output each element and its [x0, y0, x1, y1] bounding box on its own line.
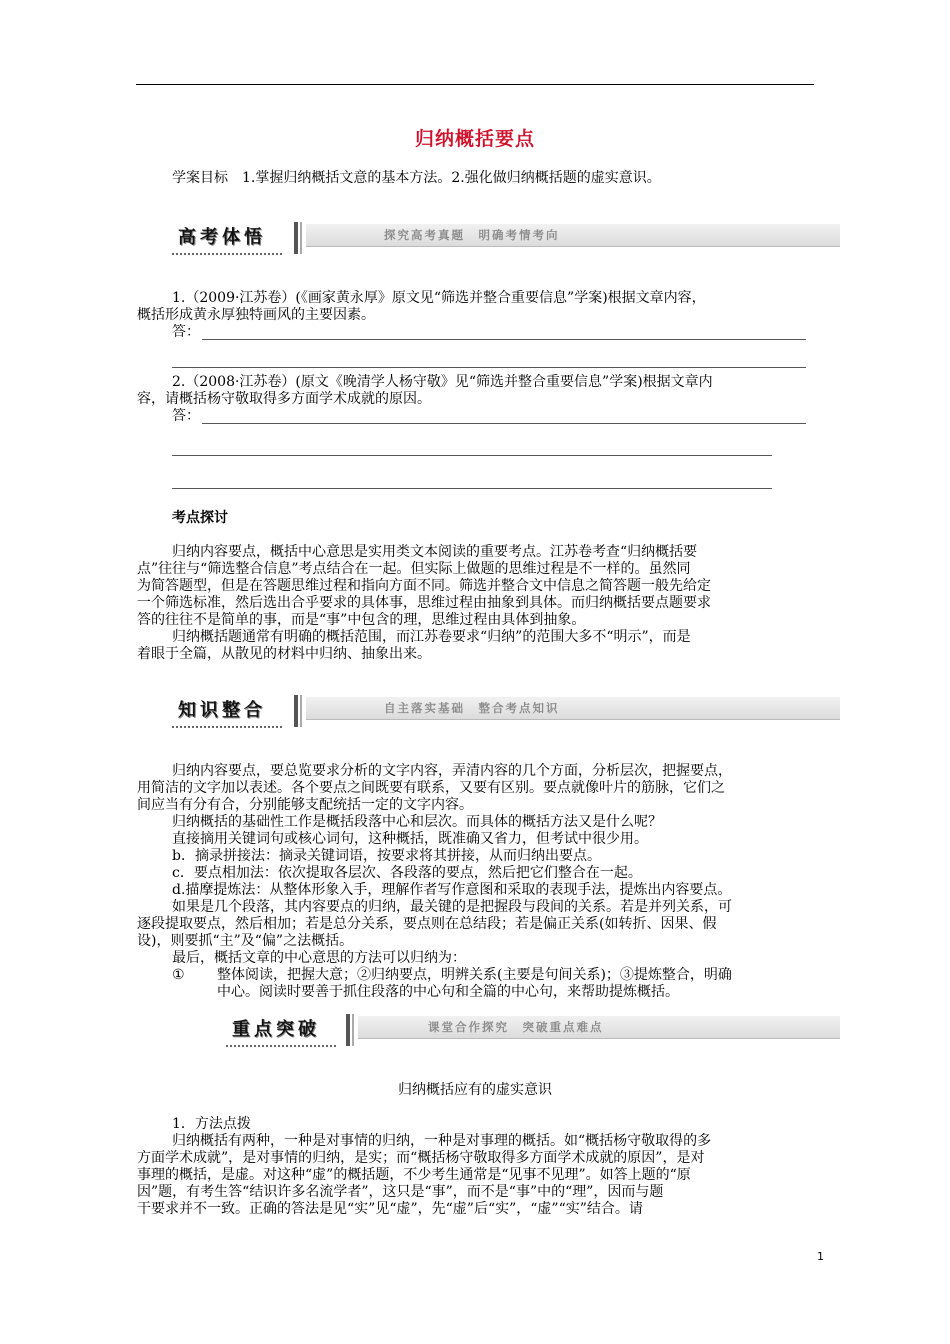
paragraph-line: 为简答题型，但是在答题思维过程和指向方面不同。筛选并整合文中信息之简答题一般先给定: [137, 578, 711, 594]
banner-tagline: 课堂合作探究 突破重点难点: [428, 1020, 604, 1034]
answer-line: [172, 455, 772, 456]
banner-divider: [346, 1014, 350, 1046]
paragraph-line: 干要求并不一致。正确的答法是见“实”见“虚”，先“虚”后“实”，“虚”“实”结合。请: [137, 1201, 643, 1217]
paragraph-line: 归纳概括的基础性工作是概括段落中心和层次。而具体的概括方法又是什么呢？: [172, 814, 662, 830]
banner-tagline: 自主落实基础 整合考点知识: [384, 701, 560, 715]
banner-divider: [294, 222, 298, 254]
banner-zhishi: [172, 697, 840, 727]
paragraph-line: 归纳内容要点，要总览要求分析的文字内容，弄清内容的几个方面，分析层次，把握要点，: [172, 763, 732, 779]
paragraph-line: 归纳概括有两种，一种是对事情的归纳，一种是对事理的概括。如“概括杨守敬取得的多: [172, 1133, 712, 1149]
paragraph-line: d.描摩提炼法：从整体形象入手，理解作者写作意图和采取的表现手法，提炼出内容要点。: [172, 882, 732, 898]
banner-gaokao: [172, 224, 840, 254]
banner-zhongdian: [226, 1016, 840, 1046]
paragraph-line: 一个筛选标准，然后选出合乎要求的具体事，思维过程由抽象到具体。而归纳概括要点题要求: [137, 595, 711, 611]
paragraph-line: 最后，概括文章的中心意思的方法可以归纳为：: [172, 950, 466, 966]
banner-divider: [300, 695, 302, 727]
banner-divider: [300, 222, 302, 254]
paragraph-line: 用简洁的文字加以表述。各个要点之间既要有联系，又要有区别。要点就像叶片的筋脉，它们之: [137, 780, 725, 796]
answer-line: [202, 423, 806, 424]
section-heading-kaodian: 考点探讨: [172, 510, 228, 526]
answer-line: [172, 367, 806, 368]
banner-tagline: 探究高考真题 明确考情考向: [384, 228, 560, 242]
question-1-line-2: 概括形成黄永厚独特画风的主要因素。: [137, 307, 375, 323]
list-marker: ①: [172, 967, 185, 983]
paragraph-line: 直接摘用关键词句或核心词句，这种概括，既准确又省力，但考试中很少用。: [172, 831, 648, 847]
paragraph-line: 逐段提取要点，然后相加；若是总分关系，要点则在总结段；若是偏正关系(如转折、因果、假: [137, 916, 717, 932]
paragraph-line: 方面学术成就”，是对事情的归纳，是实；而“概括杨守敬取得多方面学术成就的原因”，是对: [137, 1150, 705, 1166]
section-heading-xushi: 归纳概括应有的虚实意识: [398, 1082, 552, 1098]
paragraph-line: 事理的概括，是虚。对这种“虚”的概括题，不少考生通常是“见事不见理”。如答上题的“原: [137, 1167, 691, 1183]
paragraph-line: 设)，则要抓“主”及“偏”之法概括。: [137, 933, 354, 949]
answer-line: [172, 488, 772, 489]
banner-label: 知识整合: [172, 697, 282, 725]
paragraph-line: 因”题，有考生答“结识许多名流学者”，这只是“事”，而不是“事”中的“理”，因而与题: [137, 1184, 664, 1200]
paragraph-line: b．摘录拼接法：摘录关键词语，按要求将其拼接，从而归纳出要点。: [172, 848, 601, 864]
paragraph-line: 着眼于全篇，从散见的材料中归纳、抽象出来。: [137, 646, 431, 662]
banner-label: 重点突破: [226, 1016, 336, 1044]
paragraph-line: 整体阅读，把握大意；②归纳要点，明辨关系(主要是句间关系)；③提炼整合，明确: [217, 967, 732, 983]
paragraph-line: 中心。阅读时要善于抓住段落的中心句和全篇的中心句，来帮助提炼概括。: [217, 984, 679, 1000]
paragraph-line: 如果是几个段落，其内容要点的归纳，最关键的是把握段与段间的关系。若是并列关系，可: [172, 899, 732, 915]
paragraph-line: 间应当有分有合，分别能够支配统括一定的文字内容。: [137, 797, 473, 813]
paragraph-line: 点”往往与“筛选整合信息”考点结合在一起。但实际上做题的思维过程是不一样的。虽然同: [137, 561, 691, 577]
study-goal: 学案目标 1.掌握归纳概括文意的基本方法。2.强化做归纳概括题的虚实意识。: [172, 170, 661, 186]
question-2-line-2: 容，请概括杨守敬取得多方面学术成就的原因。: [137, 391, 431, 407]
question-1-answer-label: 答：: [172, 324, 200, 340]
paragraph-line: c．要点相加法：依次提取各层次、各段落的要点，然后把它们整合在一起。: [172, 865, 642, 881]
paragraph-line: 归纳概括题通常有明确的概括范围，而江苏卷要求“归纳”的范围大多不“明示”，而是: [172, 629, 691, 645]
question-2-line-1: 2.（2008·江苏卷）(原文《晚清学人杨守敬》见“筛选并整合重要信息”学案)根据文章内: [172, 374, 713, 390]
page-number: 1: [817, 1250, 824, 1263]
answer-line: [202, 339, 806, 340]
page-title: 归纳概括要点: [414, 128, 535, 150]
banner-divider: [352, 1014, 354, 1046]
paragraph-line: 归纳内容要点，概括中心意思是实用类文本阅读的重要考点。江苏卷考查“归纳概括要: [172, 544, 698, 560]
banner-label: 高考体悟: [172, 224, 282, 252]
paragraph-line: 答的往往不是简单的事，而是“事”中包含的理，思维过程由具体到抽象。: [137, 612, 586, 628]
banner-divider: [294, 695, 298, 727]
question-2-answer-label: 答：: [172, 408, 200, 424]
header-rule: [136, 84, 814, 85]
subheading-method: 1．方法点拨: [172, 1116, 251, 1132]
question-1-line-1: 1.（2009·江苏卷）(《画家黄永厚》原文见“筛选并整合重要信息”学案)根据文章内容，: [172, 290, 706, 306]
